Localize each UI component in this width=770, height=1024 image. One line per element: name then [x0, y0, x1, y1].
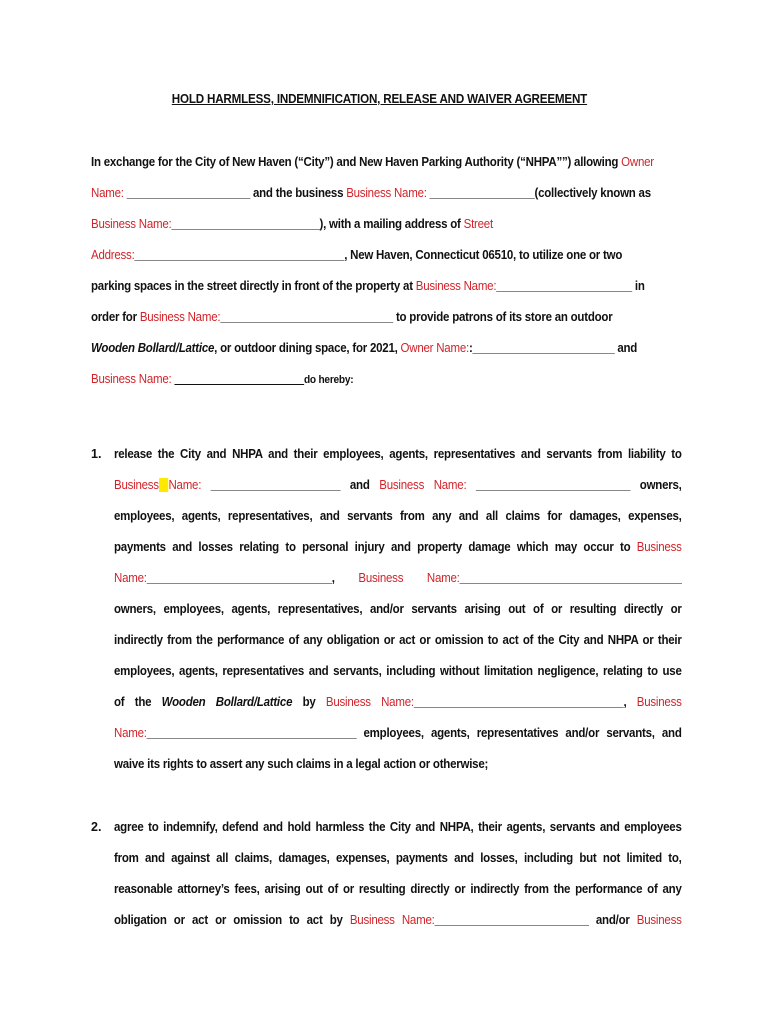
- item-1-line-7: indirectly from the performance of any obligation or act or omission to act of the City and NHPA or their: [114, 633, 682, 647]
- business-name-blank[interactable]: ____________________________ to provide patrons of its store an outdoor: [220, 310, 613, 324]
- intro-line-3: Business Name:________________________), with a mailing address of Street: [91, 217, 493, 231]
- business-name-blank[interactable]: ________________________), with a mailing address of: [171, 217, 464, 231]
- business-name-blank[interactable]: _____________________: [174, 372, 304, 386]
- document-title: HOLD HARMLESS, INDEMNIFICATION, RELEASE AND WAIVER AGREEMENT: [171, 92, 588, 106]
- text-cursor-highlight: [159, 478, 169, 492]
- item-2-number: 2.: [91, 820, 102, 834]
- owner-name-blank[interactable]: ____________________ and the business: [123, 186, 347, 200]
- business-name-blank[interactable]: __________________________________ employees, agents, representatives and/or servants, and: [146, 726, 682, 740]
- business-name-blank[interactable]: ____________________________________: [459, 571, 682, 585]
- item-2-line-2: from and against all claims, damages, expenses, payments and losses, including but not limited to,: [114, 851, 682, 865]
- business-name-blank[interactable]: _________________(collectively known as: [426, 186, 651, 200]
- item-2-line-4: obligation or act or omission to act by Business Name:_________________________ and/or Business: [114, 913, 682, 927]
- street-address-blank[interactable]: __________________________________, New Haven, Connecticut 06510, to utilize one or two: [134, 248, 623, 262]
- item-2-line-1: agree to indemnify, defend and hold harmless the City and NHPA, their agents, servants and employees: [114, 820, 682, 834]
- business-name-blank[interactable]: _________________________ and/or: [434, 913, 637, 927]
- item-1-line-10: Name:__________________________________ employees, agents, representatives and/or servants, and: [114, 726, 682, 740]
- intro-line-8: Business Name: _____________________do hereby:: [91, 372, 354, 386]
- item-1-line-1: release the City and NHPA and their employees, agents, representatives and servants from liability to: [114, 447, 682, 461]
- item-1-line-2: Business Name: _____________________ and Business Name: _________________________ owners,: [114, 478, 682, 492]
- item-1-line-3: employees, agents, representatives, and servants from any and all claims for damages, expenses,: [114, 509, 682, 523]
- business-name-blank[interactable]: ______________________________,: [146, 571, 359, 585]
- item-2-line-3: reasonable attorney’s fees, arising out of or resulting directly or indirectly from the performance of any: [114, 882, 682, 896]
- business-name-blank[interactable]: _____________________ and: [210, 478, 380, 492]
- intro-line-5: parking spaces in the street directly in front of the property at Business Name:______________________ in: [91, 279, 645, 293]
- item-1-line-8: employees, agents, representatives and servants, including without limitation negligence, relating to use: [114, 664, 682, 678]
- item-1-line-5: Name:______________________________, Business Name:____________________________________: [114, 571, 682, 585]
- owner-label: Owner: [621, 155, 654, 169]
- item-1-number: 1.: [91, 447, 102, 461]
- intro-line-7: Wooden Bollard/Lattice, or outdoor dining space, for 2021, Owner Name::_______________________ and: [91, 341, 638, 355]
- business-name-blank[interactable]: __________________________________,: [413, 695, 637, 709]
- intro-line-4: Address:__________________________________, New Haven, Connecticut 06510, to utilize one or two: [91, 248, 623, 262]
- intro-line-1: In exchange for the City of New Haven (“City”) and New Haven Parking Authority (“NHPA””) allowing Owner: [91, 155, 654, 169]
- item-1-line-6: owners, employees, agents, representatives, and/or servants arising out of or resulting directly or: [114, 602, 682, 616]
- business-name-blank[interactable]: _________________________ owners,: [476, 478, 682, 492]
- owner-name-blank[interactable]: :_______________________ and: [468, 341, 638, 355]
- item-1-line-11: waive its rights to assert any such claims in a legal action or otherwise;: [114, 757, 489, 771]
- item-1-line-4: payments and losses relating to personal injury and property damage which may occur to Business: [114, 540, 682, 554]
- item-1-line-9: of the Wooden Bollard/Lattice by Business Name:__________________________________, Business: [114, 695, 682, 709]
- intro-line-2: Name: ____________________ and the business Business Name: _________________(collectively known as: [91, 186, 651, 200]
- business-name-blank[interactable]: ______________________ in: [496, 279, 645, 293]
- intro-line-6: order for Business Name:____________________________ to provide patrons of its store an outdoor: [91, 310, 613, 324]
